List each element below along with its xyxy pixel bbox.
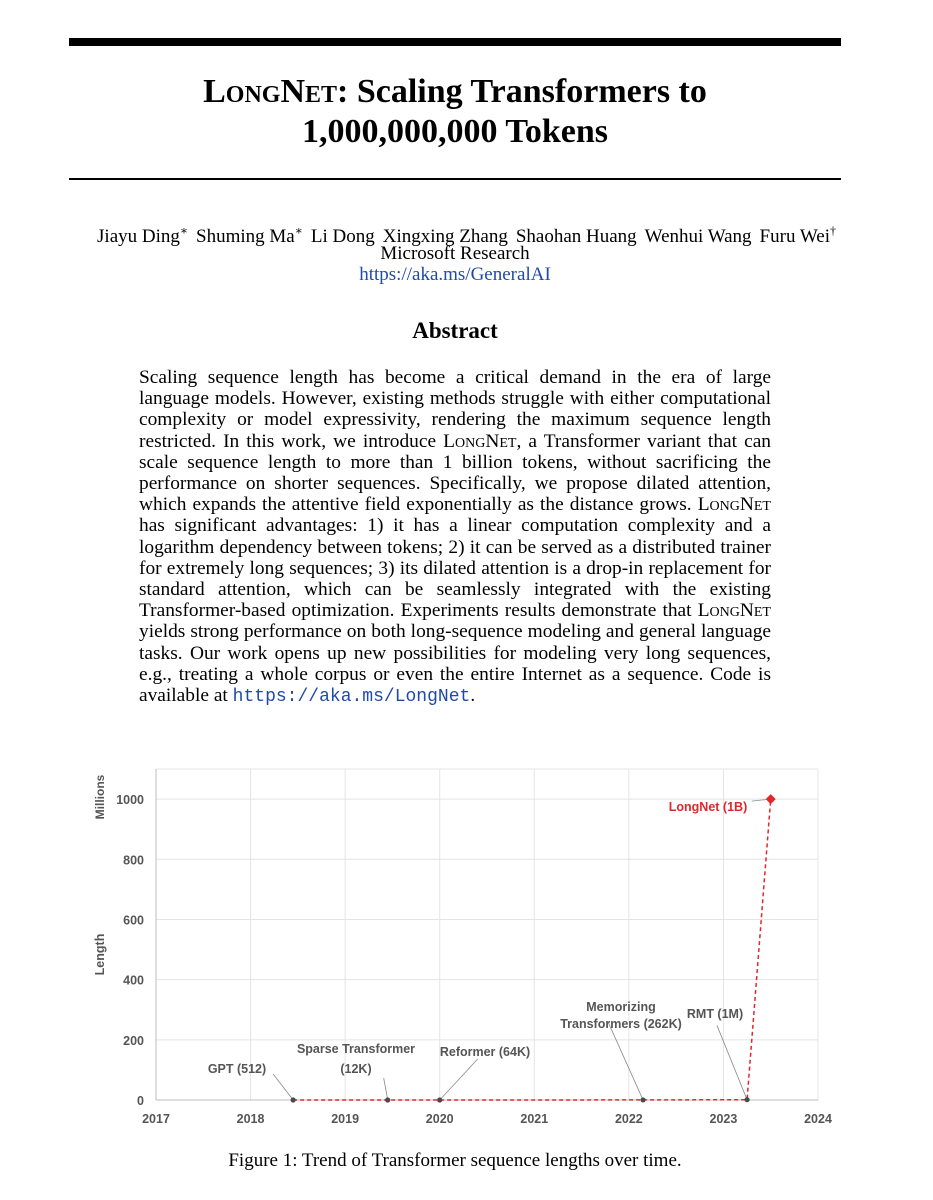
leader-line bbox=[717, 1026, 747, 1100]
author-name: Li Dong bbox=[310, 226, 375, 248]
leader-line bbox=[273, 1074, 293, 1100]
leader-line bbox=[440, 1059, 478, 1100]
point-label: GPT (512) bbox=[207, 1062, 267, 1076]
abstract-heading: Abstract bbox=[412, 318, 498, 343]
y-tick-label: 200 bbox=[123, 1033, 144, 1048]
author-name: Wenhui Wang bbox=[644, 226, 752, 248]
affiliation-url[interactable]: https://aka.ms/GeneralAI bbox=[359, 264, 551, 285]
y-axis-label: Length bbox=[93, 933, 107, 976]
abstract-text: yields strong performance on both long-sequence modeling and general language tasks. Our work opens up new possibilities for modeling very long sequences, e.g., treating a whole corpus or even the entire Internet as a sequence. Code is available at bbox=[139, 621, 771, 707]
author-mark: † bbox=[829, 224, 836, 238]
longnet-name: LongNet bbox=[697, 494, 771, 516]
title-line2: 1,000,000,000 Tokens bbox=[301, 113, 609, 150]
x-tick-label: 2023 bbox=[709, 1112, 738, 1126]
longnet-name: LongNet bbox=[443, 430, 517, 452]
x-tick-label: 2021 bbox=[520, 1112, 549, 1126]
abstract-text: Scaling sequence length has become a critical demand in the era of large language models. However, existing methods struggle with either computational complexity or model expressivity, rendering the maximum sequence length restricted. In this work, we introduce bbox=[139, 367, 771, 452]
y-tick-label: 600 bbox=[123, 913, 144, 928]
abstract-text: has significant advantages: 1) it has a linear computation complexity and a logarithm dependency between tokens; 2) it can be served as a distributed trainer for extremely long sequences; 3) its dilated attention is a drop-in replacement for standard attention, which can be seamlessly integrated with the existing Transformer-based optimization. Experiments results demonstrate that bbox=[139, 515, 771, 622]
x-tick-label: 2022 bbox=[614, 1112, 643, 1126]
leader-line bbox=[384, 1078, 388, 1100]
longnet-name: LongNet bbox=[697, 600, 771, 622]
abstract-text: . bbox=[470, 685, 476, 707]
y-tick-label: 1000 bbox=[116, 793, 144, 808]
x-tick-label: 2018 bbox=[236, 1112, 265, 1126]
point-label: Transformers (262K) bbox=[560, 1017, 682, 1031]
title-longnet: LongNet bbox=[203, 73, 338, 110]
author-name: Xingxing Zhang bbox=[382, 226, 508, 248]
figure-caption: Figure 1: Trend of Transformer sequence lengths over time. bbox=[228, 1150, 682, 1171]
code-link[interactable]: https://aka.ms/LongNet bbox=[232, 687, 471, 708]
title-line1-rest: : Scaling Transformers to bbox=[337, 73, 707, 110]
point-label: (12K) bbox=[340, 1062, 372, 1076]
author-name: Furu Wei† bbox=[759, 224, 836, 248]
point-label: Reformer (64K) bbox=[439, 1045, 531, 1059]
top-rule bbox=[69, 38, 841, 46]
data-point bbox=[766, 794, 776, 804]
data-point bbox=[437, 1097, 442, 1102]
point-label: LongNet (1B) bbox=[668, 800, 748, 814]
paper-title bbox=[69, 72, 841, 152]
point-label: Sparse Transformer bbox=[296, 1042, 416, 1056]
abstract-text: , a Transformer variant that can scale sequence length to more than 1 billion tokens, without sacrificing the performance on shorter sequences. Specifically, we propose dilated attention, which expands the attentive field exponentially as the distance grows. bbox=[139, 430, 771, 516]
x-tick-label: 2017 bbox=[142, 1112, 170, 1126]
x-tick-label: 2019 bbox=[331, 1112, 360, 1126]
sequence-length-chart bbox=[80, 755, 840, 1140]
affiliation: Microsoft Research bbox=[380, 243, 530, 264]
author-name: Shaohan Huang bbox=[515, 226, 637, 248]
point-label: Memorizing bbox=[586, 1000, 656, 1014]
data-point bbox=[385, 1097, 390, 1102]
y-tick-label: 800 bbox=[123, 853, 144, 868]
data-point bbox=[291, 1097, 296, 1102]
author-mark: ∗ bbox=[179, 224, 189, 238]
y-tick-label: 0 bbox=[137, 1094, 144, 1108]
data-point bbox=[744, 1097, 749, 1102]
point-label: RMT (1M) bbox=[686, 1007, 744, 1021]
leader-line bbox=[608, 1022, 643, 1100]
author-name: Shuming Ma∗ bbox=[196, 224, 303, 248]
x-tick-label: 2020 bbox=[425, 1112, 454, 1126]
title-rule bbox=[69, 178, 841, 180]
data-point bbox=[640, 1097, 645, 1102]
x-tick-label: 2024 bbox=[804, 1112, 832, 1126]
author-mark: ∗ bbox=[294, 224, 303, 238]
abstract-body bbox=[139, 367, 771, 708]
author-name: Jiayu Ding∗ bbox=[97, 224, 189, 248]
y-tick-label: 400 bbox=[123, 973, 144, 988]
y-axis-unit: Millions bbox=[93, 774, 107, 820]
